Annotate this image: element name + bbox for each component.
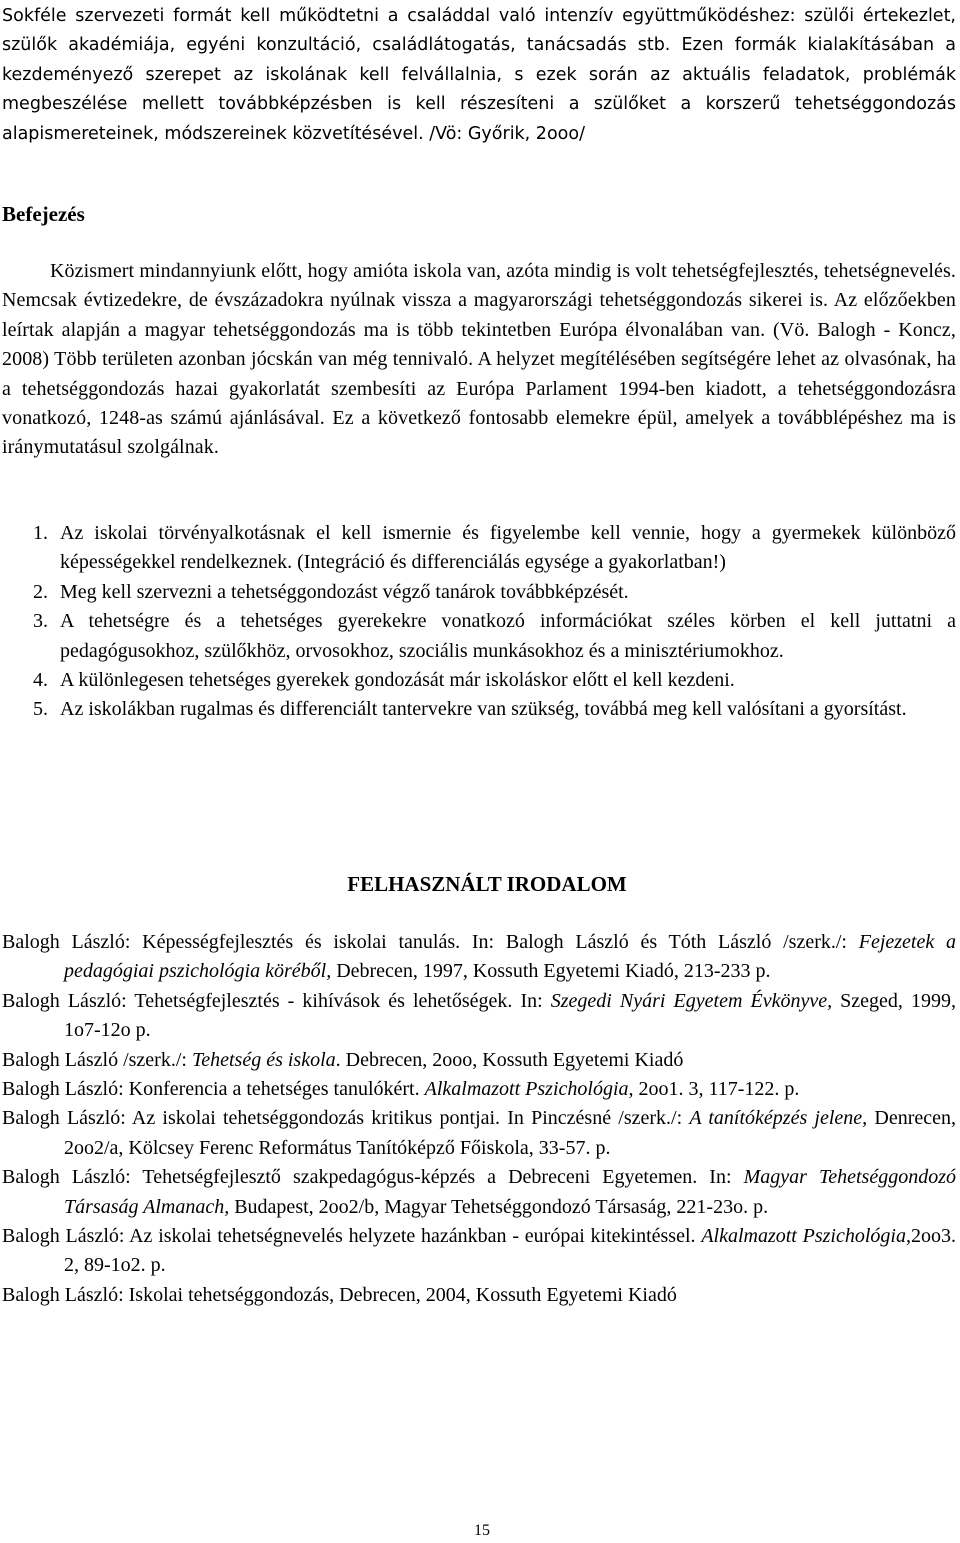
reference-text: Balogh László: Az iskolai tehetséggondozás kritikus pontjai. In Pinczésné /szerk./: (2, 1107, 690, 1130)
list-item (2, 695, 956, 724)
list-item-text: A különlegesen tehetséges gyerekek gondozását már iskoláskor előtt el kell kezdeni. (60, 669, 735, 692)
list-item (2, 578, 956, 607)
reference-details: 2oo1. 3, 117-122. p. (633, 1078, 800, 1101)
reference-title: A tanítóképzés jelene, (689, 1107, 868, 1130)
list-item-number: 2. (33, 580, 48, 603)
reference-entry (2, 1163, 956, 1222)
intro-paragraph: Sokféle szervezeti formát kell működtetni a családdal való intenzív együttműködéshez: szülői értekezlet, szülők akadémiája, egyéni konzultáció, családlátogatás, tanácsadás stb. Ezen formák kialakításában a kezdeményező szerepet az iskolának kell felvállalnia, s ezek során az aktuális feladatok, problémák megbeszélése mellett továbbképzésben is kell részesíteni a szülőket a korszerű tehetséggondozás alapismereteinek, módszereinek közvetítésével. /Vö: Győrik, 2ooo/ (2, 6, 956, 144)
list-item-text: Meg kell szervezni a tehetséggondozást végző tanárok továbbképzését. (60, 580, 629, 603)
list-item-number: 4. (33, 669, 48, 692)
list-item (2, 607, 956, 666)
recommendation-list (2, 519, 956, 725)
reference-text: Balogh László: Tehetségfejlesztő szakpedagógus-képzés a Debreceni Egyetemen. In: (2, 1166, 744, 1189)
reference-entry (2, 1222, 956, 1281)
reference-entry (2, 928, 956, 987)
reference-title: Alkalmazott Pszichológia, (424, 1078, 634, 1101)
reference-title: Szegedi Nyári Egyetem Évkönyve, (550, 989, 833, 1012)
reference-details: Budapest, 2oo2/b, Magyar Tehetséggondozó Társaság, 221-23o. p. (229, 1195, 769, 1218)
reference-details: . Debrecen, 2ooo, Kossuth Egyetemi Kiadó (335, 1048, 684, 1071)
reference-entry (2, 1075, 956, 1104)
reference-text: Balogh László: Az iskolai tehetségnevelés helyzete hazánkban - európai kitekintéssel. (2, 1225, 702, 1248)
reference-entry (2, 1281, 956, 1310)
list-item-text: Az iskolákban rugalmas és differenciált tantervekre van szükség, továbbá meg kell valósítani a gyorsítást. (60, 698, 907, 721)
reference-details: Denrecen, 2oo2/a, Kölcsey Ferenc Református Tanítóképző Főiskola, 33-57. p. (64, 1107, 956, 1159)
references-list (2, 928, 956, 1310)
reference-title: Tehetség és iskola (191, 1048, 336, 1071)
list-item (2, 519, 956, 578)
reference-text: Balogh László: Képességfejlesztés és iskolai tanulás. In: Balogh László és Tóth László /szerk./: (2, 931, 859, 953)
list-item-text: A tehetségre és a tehetséges gyerekekre vonatkozó információkat széles körben el kell juttatni a pedagógusokhoz, szülőkhöz, orvosokhoz, szociális munkásokhoz és a minisztériumokhoz. (60, 610, 956, 662)
reference-details: Debrecen, 1997, Kossuth Egyetemi Kiadó, 213-233 p. (331, 960, 771, 983)
reference-title: Magyar Tehetséggondozó Társaság Almanach, (64, 1166, 956, 1218)
reference-text: Balogh László: Konferencia a tehetséges tanulókért. (2, 1078, 425, 1101)
reference-text: Balogh László /szerk./: (2, 1048, 192, 1071)
reference-details: Szeged, 1999, 1o7-12o p. (64, 989, 956, 1042)
list-item-number: 1. (33, 522, 48, 544)
reference-entry (2, 1046, 956, 1075)
reference-entry (2, 987, 956, 1046)
reference-text: Balogh László: Iskolai tehetséggondozás, Debrecen, 2004, Kossuth Egyetemi Kiadó (2, 1283, 677, 1306)
conclusion-heading: Befejezés (2, 202, 85, 226)
reference-details: 2oo3. 2, 89-1o2. p. (64, 1225, 956, 1277)
list-item (2, 666, 956, 695)
reference-title: Alkalmazott Pszichológia, (701, 1225, 911, 1248)
list-item-number: 5. (33, 698, 48, 721)
conclusion-paragraph: Közismert mindannyiunk előtt, hogy amióta iskola van, azóta mindig is volt tehetségfejlesztés, tehetségnevelés. Nemcsak évtizedekre, de évszázadokra nyúlnak vissza a magyarországi tehetséggondozás sikerei is. Az előzőekben leírtak alapján a magyar tehetséggondozás ma is több tekintetben Európa élvonalában van. (Vö. Balogh - Koncz, 2008) Több területen azonban jócskán van még tennivaló. A helyzet megítélésében segítségére lehet az olvasónak, ha a tehetséggondozás hazai gyakorlatát szembesíti az Európa Parlament 1994-ben kiadott, a tehetséggondozásra vonatkozó, 1248-as számú ajánlásával. Ez a következő fontosabb elemekre épül, amelyek a továbblépéshez ma is iránymutatásul szolgálnak. (2, 260, 956, 459)
list-item-number: 3. (33, 610, 48, 633)
reference-title: Fejezetek a pedagógiai pszichológia köréből, (64, 931, 956, 983)
list-item-text: Az iskolai törvényalkotásnak el kell ismernie és figyelembe kell vennie, hogy a gyermekek különböző képességekkel rendelkeznek. (Integráció és differenciálás egysége a gyakorlatban!) (60, 522, 956, 574)
page-number: 15 (474, 1522, 490, 1539)
references-heading: FELHASZNÁLT IRODALOM (347, 872, 627, 896)
reference-entry (2, 1104, 956, 1163)
reference-text: Balogh László: Tehetségfejlesztés - kihívások és lehetőségek. In: (2, 989, 551, 1012)
